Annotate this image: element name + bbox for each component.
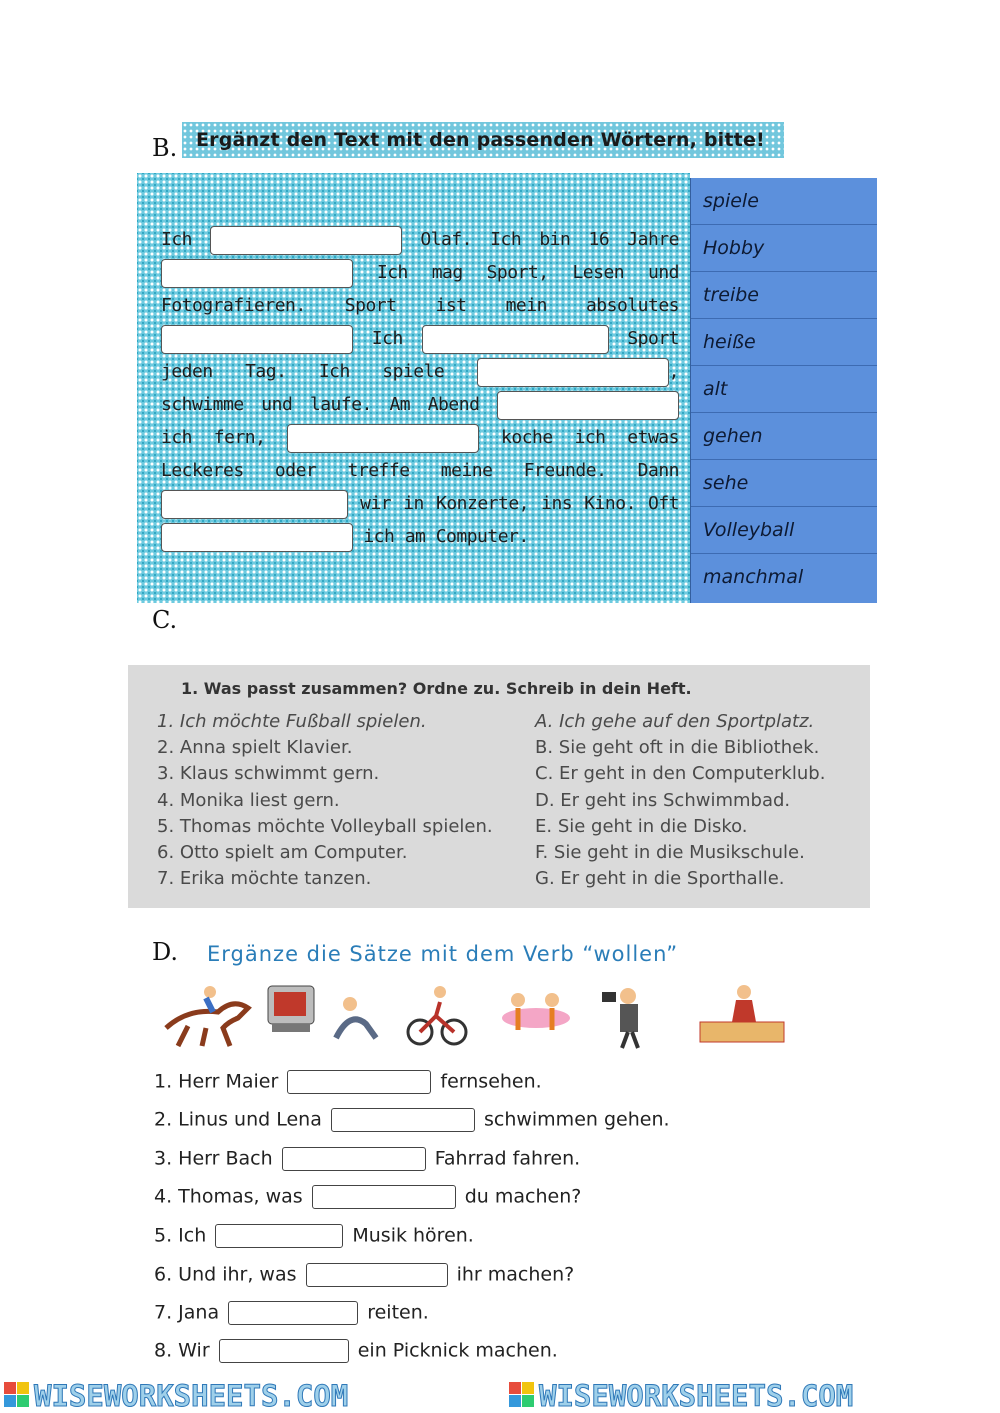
brand-text: WISEWORKSHEETS.COM — [539, 1379, 854, 1413]
section-d-letter: D. — [152, 938, 179, 966]
word-bank — [690, 178, 877, 603]
section-b-text-panel — [137, 173, 690, 603]
sentence-start: 8. Wir — [154, 1339, 210, 1362]
sentence-row-3 — [154, 1147, 580, 1171]
sentence-end: du machen? — [464, 1185, 582, 1208]
match-left-item: 6. Otto spielt am Computer. — [157, 842, 408, 863]
tv-watching-illustration — [268, 986, 376, 1038]
sentence-end: reiten. — [367, 1301, 429, 1324]
match-right-item: B. Sie geht oft in die Bibliothek. — [535, 737, 820, 758]
sentence-start: 5. Ich — [154, 1224, 207, 1247]
cloze-gap-1[interactable] — [210, 226, 402, 255]
sentence-end: schwimmen gehen. — [483, 1108, 670, 1131]
sentence-row-2 — [154, 1108, 670, 1132]
word-bank-item[interactable]: spiele — [691, 178, 877, 225]
sentence-end: ein Picknick machen. — [357, 1339, 558, 1362]
verb-blank-6[interactable] — [306, 1263, 448, 1287]
cloze-segment: Ich — [161, 229, 193, 250]
cycling-illustration — [408, 986, 466, 1044]
match-left-item: 5. Thomas möchte Volleyball spielen. — [157, 816, 493, 837]
cloze-gap-3[interactable] — [161, 325, 353, 354]
match-right-item: G. Er geht in die Sporthalle. — [535, 868, 785, 889]
cloze-segment: ich fern, — [161, 427, 266, 448]
match-right-item: C. Er geht in den Computerklub. — [535, 763, 826, 784]
footer-watermark — [0, 1376, 1000, 1413]
verb-blank-7[interactable] — [228, 1301, 358, 1325]
sentence-start: 6. Und ihr, was — [154, 1263, 297, 1286]
matching-heading: 1. Was passt zusammen? Ordne zu. Schreib in dein Heft. — [181, 679, 692, 698]
verb-blank-2[interactable] — [331, 1108, 475, 1132]
activity-illustrations — [158, 978, 794, 1050]
match-left-item: 7. Erika möchte tanzen. — [157, 868, 372, 889]
cloze-gap-2[interactable] — [161, 259, 353, 288]
sentence-row-1 — [154, 1070, 542, 1094]
swimming-illustration — [502, 993, 570, 1030]
cloze-gap-6[interactable] — [497, 391, 679, 420]
word-bank-item[interactable]: gehen — [691, 413, 877, 460]
verb-blank-1[interactable] — [287, 1070, 431, 1094]
match-left-item: 1. Ich möchte Fußball spielen. — [157, 711, 427, 732]
match-left-item: 3. Klaus schwimmt gern. — [157, 763, 380, 784]
sentence-end: fernsehen. — [440, 1070, 542, 1093]
sentence-start: 1. Herr Maier — [154, 1070, 279, 1093]
music-listening-illustration — [602, 988, 638, 1048]
cloze-gap-8[interactable] — [161, 490, 348, 519]
cloze-segment: Olaf. Ich bin 16 Jahre — [420, 229, 679, 250]
cloze-segment: koche ich etwas Leckeres oder treffe meine Freunde. Dann — [161, 427, 679, 481]
cloze-segment: Ich mag Sport, Lesen und Fotografieren. Sport ist mein absolutes — [161, 262, 679, 316]
sentence-end: Musik hören. — [352, 1224, 474, 1247]
matching-exercise — [128, 665, 870, 908]
cloze-gap-5[interactable] — [477, 358, 669, 387]
verb-blank-5[interactable] — [215, 1224, 343, 1248]
sentence-row-5 — [154, 1224, 474, 1248]
verb-blank-4[interactable] — [312, 1185, 456, 1209]
verb-blank-8[interactable] — [219, 1339, 349, 1363]
brand-logo-icon — [4, 1382, 29, 1407]
sentence-row-8 — [154, 1339, 558, 1363]
word-bank-item[interactable]: manchmal — [703, 566, 804, 588]
match-left-item: 4. Monika liest gern. — [157, 790, 340, 811]
word-bank-item[interactable]: heiße — [691, 319, 877, 366]
horse-rider-illustration — [166, 986, 248, 1046]
cloze-segment: wir in Konzerte, ins Kino. Oft — [360, 493, 680, 514]
match-right-item: A. Ich gehe auf den Sportplatz. — [535, 711, 815, 732]
cloze-gap-4[interactable] — [422, 325, 609, 354]
cloze-segment: , schwimme und laufe. Am Abend — [161, 361, 680, 415]
word-bank-item[interactable]: Volleyball — [691, 507, 877, 554]
word-bank-item[interactable]: sehe — [691, 460, 877, 507]
cloze-gap-9[interactable] — [161, 523, 353, 552]
sentence-start: 2. Linus und Lena — [154, 1108, 322, 1131]
sentence-end: ihr machen? — [456, 1263, 575, 1286]
section-b-title: Ergänzt den Text mit den passenden Wörtern, bitte! — [182, 122, 784, 158]
word-bank-item[interactable]: Hobby — [691, 225, 877, 272]
sentence-start: 7. Jana — [154, 1301, 220, 1324]
cloze-segment: Ich — [371, 328, 403, 349]
sentence-end: Fahrrad fahren. — [434, 1147, 581, 1170]
section-b-letter: B. — [152, 134, 178, 162]
sentence-row-4 — [154, 1185, 581, 1209]
cloze-gap-7[interactable] — [287, 424, 479, 453]
sentence-row-6 — [154, 1263, 574, 1287]
section-c-letter: C. — [152, 606, 178, 634]
picnic-illustration — [700, 985, 784, 1042]
word-bank-item[interactable]: alt — [691, 366, 877, 413]
sentence-row-7 — [154, 1301, 429, 1325]
section-d-title: Ergänze die Sätze mit dem Verb “wollen” — [207, 942, 679, 966]
brand-logo-icon — [509, 1382, 534, 1407]
cloze-text — [161, 223, 679, 553]
cloze-segment: Sport jeden Tag. Ich spiele — [161, 328, 679, 382]
brand-text: WISEWORKSHEETS.COM — [34, 1379, 349, 1413]
match-left-item: 2. Anna spielt Klavier. — [157, 737, 353, 758]
match-right-item: F. Sie geht in die Musikschule. — [535, 842, 805, 863]
match-right-item: E. Sie geht in die Disko. — [535, 816, 748, 837]
cloze-segment: ich am Computer. — [363, 526, 529, 547]
verb-blank-3[interactable] — [282, 1147, 426, 1171]
sentence-start: 4. Thomas, was — [154, 1185, 303, 1208]
word-bank-item[interactable]: treibe — [691, 272, 877, 319]
match-right-item: D. Er geht ins Schwimmbad. — [535, 790, 791, 811]
sentence-start: 3. Herr Bach — [154, 1147, 273, 1170]
